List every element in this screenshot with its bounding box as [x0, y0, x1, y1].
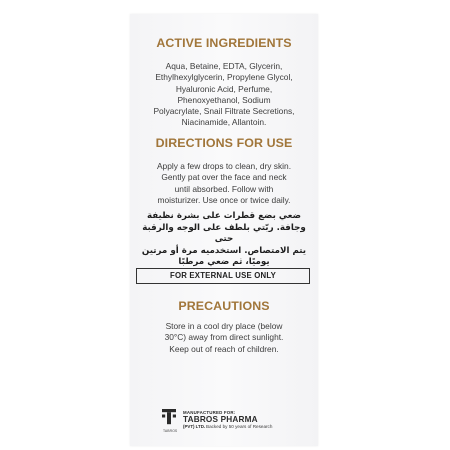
arabic-line: يوميًا، ثم ضعي مرطبًا: [178, 257, 270, 268]
ingredients-line: Aqua, Betaine, EDTA, Glycerin,: [165, 61, 283, 71]
directions-heading: DIRECTIONS FOR USE: [155, 136, 293, 150]
ingredients-line: Polyacrylate, Snail Filtrate Secretions,: [153, 106, 295, 117]
precautions-line: Keep out of reach of children.: [169, 343, 279, 354]
ingredients-line: Ethylhexylglycerin, Propylene Glycol,: [155, 72, 293, 83]
arabic-line: وجافة. ربّتي بلطف على الوجه والرقبة حتى: [142, 222, 306, 245]
ingredients-line: Phenoxyethanol, Sodium: [177, 94, 271, 105]
arabic-directions-text: [138, 211, 310, 269]
manufacturer-block: [183, 410, 273, 430]
tabros-logo-icon: [162, 409, 176, 428]
active-ingredients-text: [138, 61, 310, 129]
precautions-line: Store in a cool dry place (below: [165, 321, 283, 331]
manufactured-for-label: MANUFACTURED FOR:: [183, 410, 236, 415]
precautions-heading: PRECAUTIONS: [178, 299, 270, 313]
directions-line: moisturizer. Use once or twice daily.: [157, 194, 291, 205]
directions-text: [138, 161, 310, 206]
manufacturer-tagline: Backed by 50 years of Research: [206, 424, 273, 429]
manufacturer-suffix: (PVT) LTD.: [183, 424, 206, 430]
directions-line: Apply a few drops to clean, dry skin.: [156, 161, 292, 171]
precautions-line: 30°C) away from direct sunlight.: [164, 332, 284, 343]
arabic-line: يتم الامتصاص. استخدميه مرة أو مرتين: [141, 245, 307, 256]
active-ingredients-heading: ACTIVE INGREDIENTS: [156, 36, 292, 50]
external-use-notice: FOR EXTERNAL USE ONLY: [136, 268, 310, 284]
directions-line: Gently pat over the face and neck: [161, 172, 287, 183]
directions-line: until absorbed. Follow with: [174, 183, 274, 194]
ingredients-line: Niacinamide, Allantoin.: [181, 117, 267, 128]
ingredients-line: Hyaluronic Acid, Perfume,: [175, 83, 273, 94]
manufacturer-name: TABROS PHARMA: [183, 415, 258, 424]
precautions-text: [138, 321, 310, 355]
logo-caption: TABROS: [163, 429, 178, 433]
product-box-side-panel: [130, 14, 318, 446]
arabic-line: ضعي بضع قطرات على بشرة نظيفة: [147, 211, 301, 221]
